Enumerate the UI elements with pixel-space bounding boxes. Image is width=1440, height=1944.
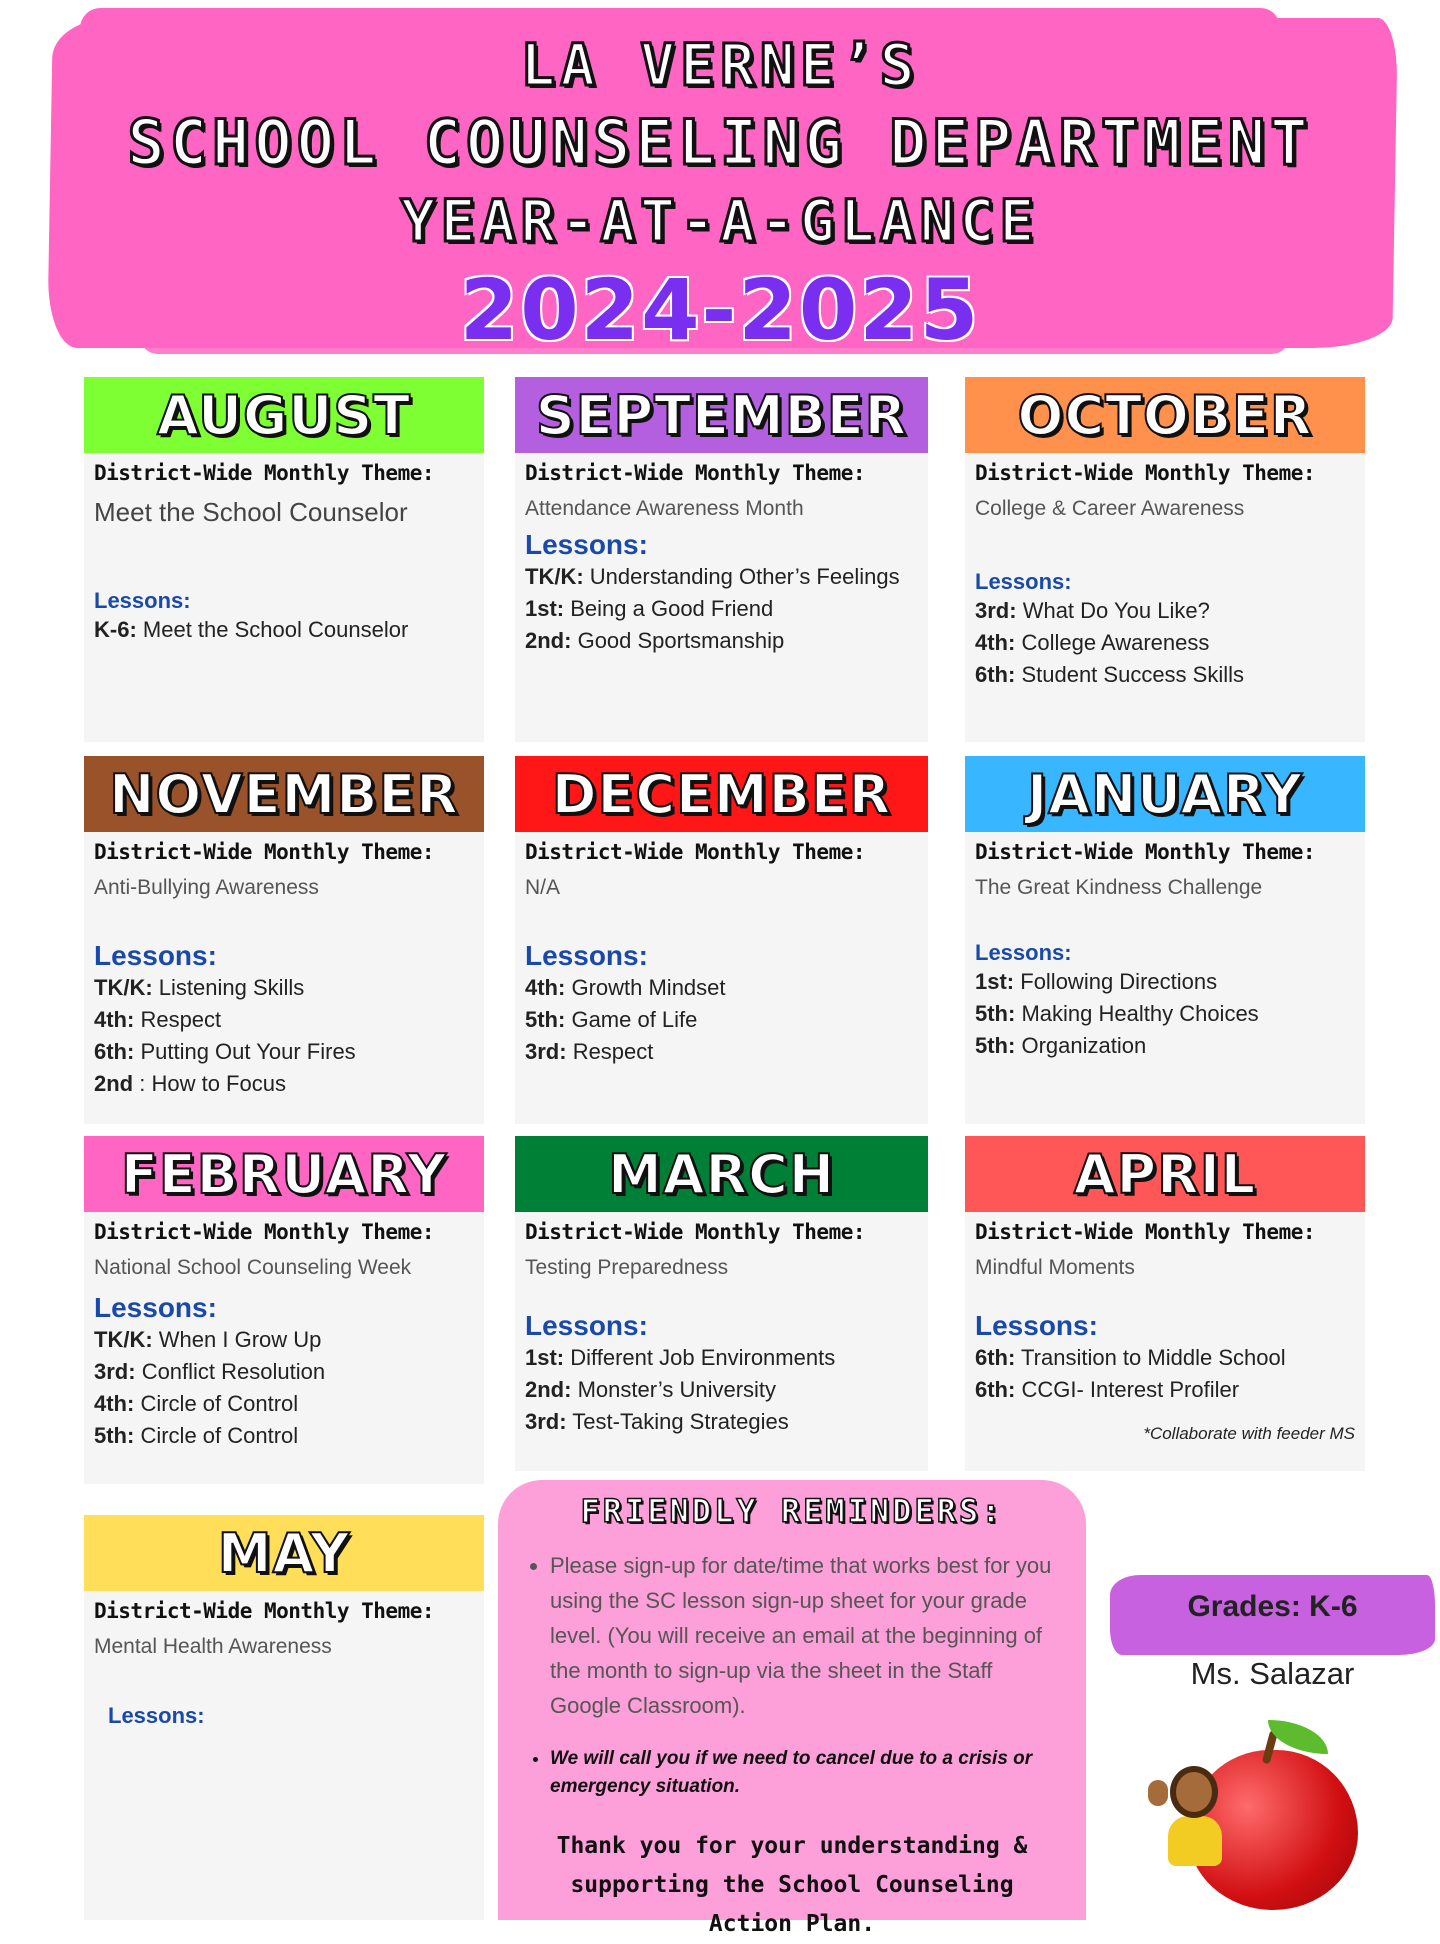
month-header-band [515,1136,928,1212]
month-header-band [84,1136,484,1212]
theme-label: District-Wide Monthly Theme: [94,461,435,485]
month-card-august [84,377,484,742]
month-name: APRIL [1073,1142,1257,1206]
month-header-band [965,756,1365,832]
month-card-december [515,756,928,1124]
month-name: OCTOBER [1017,383,1313,447]
theme-value: Mental Health Awareness [94,1635,332,1658]
lesson-title: Understanding Other’s Feelings [589,564,900,589]
lessons-label: Lessons: [975,1310,1098,1341]
reminder-signup: • Please sign-up for date/time that works best for you using the SC lesson sign-up sheet for your grade level. (You will receive an email at the beginning of the month to sign-up via the sheet in the Staff Google Classroom). [550,1548,1056,1723]
counselor-avatar [1148,1760,1238,1870]
month-card-april [965,1136,1365,1471]
lesson-title: Making Healthy Choices [1021,1001,1259,1026]
lesson-grade: 4th: [975,630,1016,655]
header-line-department: SCHOOL COUNSELING DEPARTMENT [127,106,1313,179]
theme-label: District-Wide Monthly Theme: [525,1220,866,1244]
month-body [84,832,484,1110]
lesson-item [94,1004,474,1036]
lesson-grade: TK/K: [525,564,584,589]
theme-label: District-Wide Monthly Theme: [975,461,1316,485]
month-name: SEPTEMBER [535,383,908,447]
month-note: *Collaborate with feeder MS [1143,1424,1355,1443]
lesson-title: Transition to Middle School [1021,1345,1286,1370]
lesson-grade: 1st: [525,1345,565,1370]
lesson-item [94,972,474,1004]
lesson-title: Following Directions [1020,969,1218,994]
lessons-label: Lessons: [975,940,1072,965]
theme-value: Testing Preparedness [525,1256,729,1279]
lesson-item [975,966,1355,998]
lesson-grade: 5th: [975,1001,1016,1026]
month-name: FEBRUARY [120,1142,448,1206]
header-line-glance: YEAR-AT-A-GLANCE [400,187,1040,255]
lesson-item [94,1420,474,1452]
lesson-grade: 4th: [525,975,566,1000]
month-name: DECEMBER [551,762,892,826]
month-name: AUGUST [157,383,411,447]
lesson-title: Growth Mindset [571,975,726,1000]
month-body [515,453,928,667]
theme-value: N/A [525,876,561,899]
lesson-grade: 1st: [975,969,1015,994]
lesson-grade: TK/K: [94,1327,153,1352]
lesson-grade: 3rd: [525,1039,567,1064]
lesson-item [525,561,918,593]
lesson-title: Circle of Control [140,1423,299,1448]
lesson-title: Circle of Control [140,1391,299,1416]
lessons-label: Lessons: [94,588,191,613]
lessons-label: Lessons: [108,1703,205,1728]
lesson-title: What Do You Like? [1022,598,1210,623]
theme-label: District-Wide Monthly Theme: [525,840,866,864]
teacher-name: Ms. Salazar [1190,1656,1355,1691]
lesson-item [94,1324,474,1356]
theme-label: District-Wide Monthly Theme: [975,1220,1316,1244]
lesson-title: Being a Good Friend [570,596,774,621]
lessons-label: Lessons: [525,1310,648,1341]
lesson-grade: 2nd: [525,1377,572,1402]
lesson-item [94,1036,474,1068]
lesson-grade: 2nd [94,1071,134,1096]
lesson-grade: 4th: [94,1391,135,1416]
month-body [515,832,928,1078]
lesson-grade: K-6: [94,617,137,642]
lesson-grade: 6th: [975,662,1016,687]
header-year: 2024-2025 [459,261,981,359]
lesson-item [525,593,918,625]
theme-label: District-Wide Monthly Theme: [94,1220,435,1244]
lesson-item [525,625,918,657]
theme-value: College & Career Awareness [975,497,1245,520]
reminder-cancel: • We will call you if we need to cancel due to a crisis or emergency situation. [550,1745,1056,1801]
lesson-title: Conflict Resolution [141,1359,326,1384]
lesson-title: Different Job Environments [570,1345,836,1370]
month-body [515,1212,928,1448]
header-line-school: LA VERNE’S [520,31,920,99]
lesson-title: Listening Skills [158,975,305,1000]
lesson-title: Student Success Skills [1021,662,1244,687]
month-name: MAY [217,1521,351,1585]
month-body [965,453,1365,701]
reminders-thanks [528,1827,1056,1944]
month-body [84,453,484,656]
apple-avatar-illustration [1148,1720,1368,1915]
lesson-grade: 6th: [975,1345,1016,1370]
lesson-item [94,1068,474,1100]
lesson-item [525,1406,918,1438]
month-card-march [515,1136,928,1471]
lesson-grade: 5th: [525,1007,566,1032]
month-card-october [965,377,1365,742]
lesson-item [525,1036,918,1068]
theme-label: District-Wide Monthly Theme: [94,1599,435,1623]
lesson-title: Good Sportsmanship [577,628,785,653]
lesson-title: Putting Out Your Fires [140,1039,356,1064]
lessons-label: Lessons: [975,569,1072,594]
lesson-grade: 5th: [94,1423,135,1448]
lesson-grade: 2nd: [525,628,572,653]
lesson-grade: TK/K: [94,975,153,1000]
lesson-title: College Awareness [1021,630,1210,655]
lesson-title: Organization [1021,1033,1147,1058]
month-body [84,1212,484,1462]
lesson-grade: 6th: [975,1377,1016,1402]
lesson-title: Meet the School Counselor [142,617,409,642]
theme-label: District-Wide Monthly Theme: [94,840,435,864]
lessons-label: Lessons: [94,1292,217,1323]
thanks-line-1: Thank you for your understanding & [556,1833,1028,1859]
lesson-title: CCGI- Interest Profiler [1021,1377,1240,1402]
month-card-november [84,756,484,1124]
month-header-band [515,756,928,832]
lesson-title: Respect [140,1007,222,1032]
theme-value: Meet the School Counselor [94,497,408,527]
theme-value: Mindful Moments [975,1256,1135,1279]
avatar-head [1170,1766,1218,1818]
month-header-band [84,756,484,832]
avatar-body [1168,1816,1222,1866]
lesson-grade: 5th: [975,1033,1016,1058]
month-body [965,1212,1365,1454]
lesson-grade: 3rd: [975,598,1017,623]
lesson-grade: 6th: [94,1039,135,1064]
month-name: JANUARY [1027,762,1303,826]
lesson-item [525,1342,918,1374]
theme-label: District-Wide Monthly Theme: [525,461,866,485]
avatar-hand [1148,1780,1168,1806]
lesson-grade: 3rd: [94,1359,136,1384]
lesson-title: Game of Life [571,1007,698,1032]
lesson-item [525,972,918,1004]
lesson-item [975,595,1355,627]
lessons-label: Lessons: [94,940,217,971]
lesson-item [94,614,474,646]
month-header-band [965,377,1365,453]
thanks-line-2: supporting the School Counseling Action Plan. [570,1872,1014,1937]
reminders-title: FRIENDLY REMINDERS: [580,1492,1004,1530]
theme-value: National School Counseling Week [94,1256,412,1279]
lesson-item [525,1004,918,1036]
month-header-band [84,1515,484,1591]
lesson-item [94,1356,474,1388]
month-card-january [965,756,1365,1124]
lesson-title: Test-Taking Strategies [572,1409,789,1434]
month-body [84,1591,484,1739]
month-header-band [965,1136,1365,1212]
lesson-title: : How to Focus [139,1071,286,1096]
lesson-grade: 1st: [525,596,565,621]
reminders-list [528,1548,1056,1801]
lesson-title: Monster’s University [577,1377,777,1402]
lesson-item [975,1342,1355,1374]
month-card-may [84,1515,484,1920]
lesson-item [525,1374,918,1406]
leaf-icon [1268,1720,1328,1754]
theme-label: District-Wide Monthly Theme: [975,840,1316,864]
month-body [965,832,1365,1072]
month-card-february [84,1136,484,1484]
lesson-grade: 3rd: [525,1409,567,1434]
month-header-band [515,377,928,453]
month-header-band [84,377,484,453]
lessons-label: Lessons: [525,940,648,971]
lesson-grade: 4th: [94,1007,135,1032]
theme-value: Attendance Awareness Month [525,497,804,520]
lesson-title: Respect [572,1039,654,1064]
lesson-item [975,1374,1355,1406]
month-name: NOVEMBER [109,762,459,826]
lesson-title: When I Grow Up [158,1327,322,1352]
page-header [0,26,1440,360]
theme-value: The Great Kindness Challenge [975,876,1263,899]
lessons-label: Lessons: [525,529,648,560]
lesson-item [975,1030,1355,1062]
lesson-item [975,627,1355,659]
month-card-september [515,377,928,742]
grades-label: Grades: K-6 [1187,1590,1358,1623]
month-name: MARCH [608,1142,835,1206]
friendly-reminders [498,1480,1086,1937]
lesson-item [975,659,1355,691]
theme-value: Anti-Bullying Awareness [94,876,319,899]
lesson-item [94,1388,474,1420]
lesson-item [975,998,1355,1030]
